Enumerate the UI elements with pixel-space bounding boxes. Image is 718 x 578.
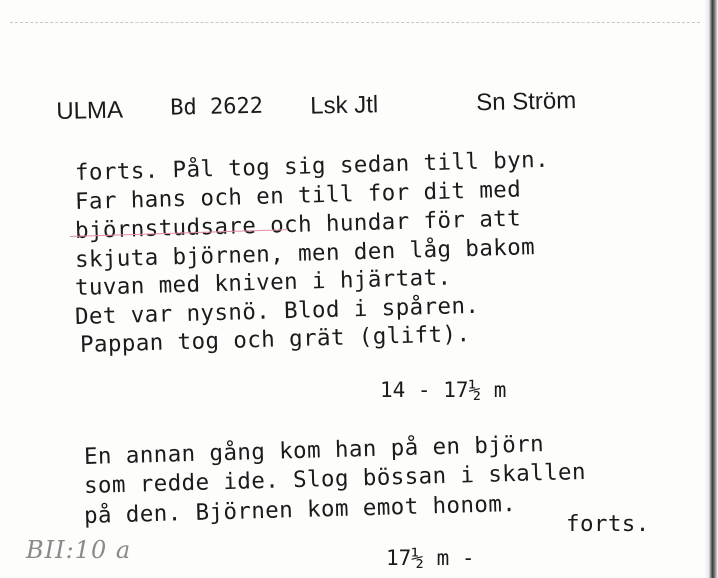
- card-header: [56, 85, 657, 138]
- header-parish: Sn Ström: [475, 87, 577, 117]
- continued-note: forts.: [566, 511, 650, 537]
- text-line: björnstudsare och hundar för att: [74, 205, 522, 244]
- measure-2: [386, 546, 475, 570]
- text-line: skjuta björnen, men den låg bakom: [74, 234, 536, 273]
- text-line: tuvan med kniven i hjärtat.: [74, 264, 452, 301]
- pencil-shelf-mark: BII:10 a: [26, 536, 132, 564]
- text-line: Det var nysnö. Blod i spåren.: [74, 292, 480, 330]
- text-line: Pappan tog och grät (glift).: [79, 321, 471, 358]
- top-dashed-rule: [10, 22, 700, 23]
- measure-2-text: 17½ m -: [386, 546, 475, 570]
- text-line: En annan gång kom han på en björn: [83, 431, 545, 470]
- header-archive-number: Bd 2622: [169, 93, 264, 121]
- measure-1-text: 14 - 17½ m: [380, 378, 507, 402]
- header-code: ULMA: [56, 96, 124, 125]
- text-line: som redde ide. Slog bössan i skallen: [83, 458, 587, 499]
- header-region: Lsk Jtl: [309, 91, 379, 120]
- text-line: Far hans och en till for dit med: [74, 176, 522, 215]
- measure-1: [380, 378, 506, 402]
- card-edge-shadow: [704, 0, 718, 578]
- text-line: på den. Björnen kom emot honom.: [83, 490, 517, 529]
- text-line: forts. Pål tog sig sedan till byn.: [74, 146, 550, 186]
